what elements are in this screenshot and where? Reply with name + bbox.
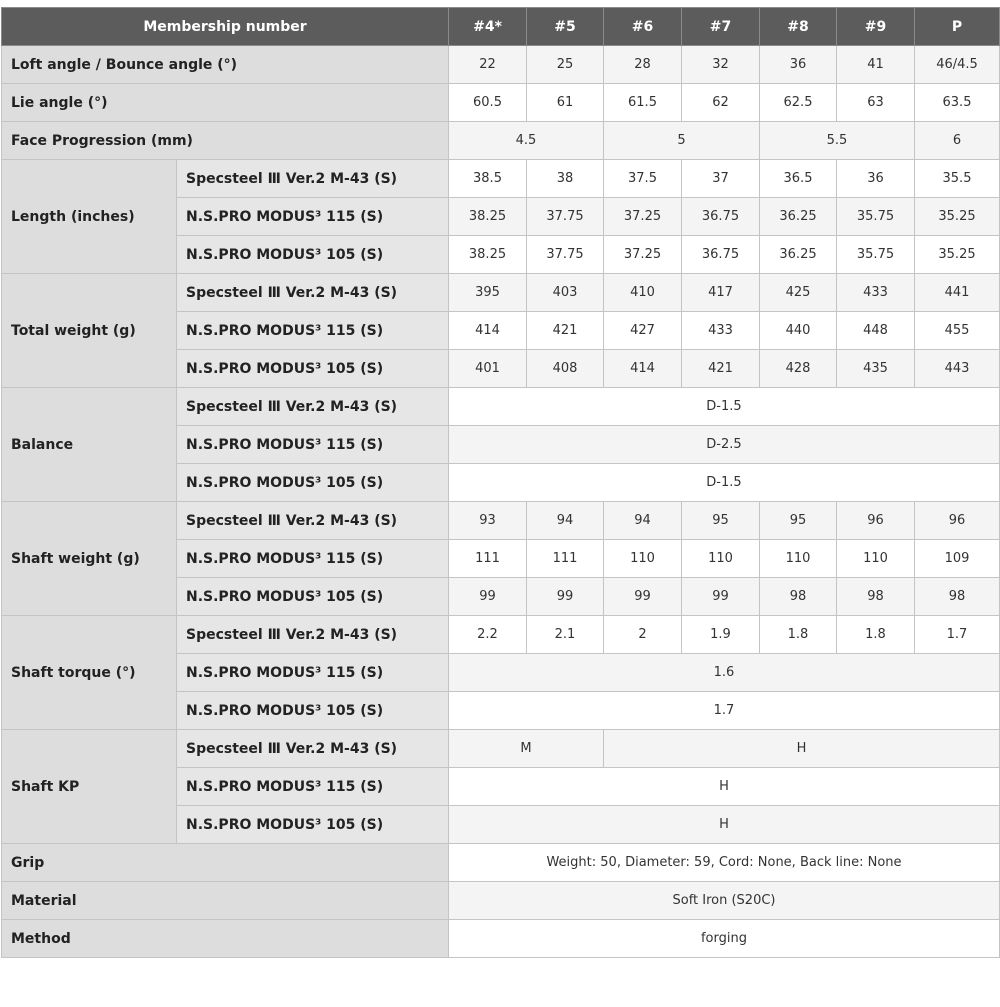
shaft-weight-label: Shaft weight (g) [2,502,177,616]
club-header: #5 [527,8,604,46]
lie-value: 62.5 [760,84,837,122]
material-label: Material [2,882,449,920]
shaft-label-m115: N.S.PRO MODUS³ 115 (S) [177,198,449,236]
torque-row-spec [2,616,1000,654]
length-value: 35.5 [915,160,1000,198]
shaft-weight-value: 110 [837,540,915,578]
header-row [2,8,1000,46]
material-value: Soft Iron (S20C) [449,882,1000,920]
shaft-label-m105: N.S.PRO MODUS³ 105 (S) [177,578,449,616]
method-value: forging [449,920,1000,958]
shaft-weight-value: 98 [837,578,915,616]
shaft-label-spec: Specsteel Ⅲ Ver.2 M-43 (S) [177,502,449,540]
lie-value: 63 [837,84,915,122]
torque-value: 2 [604,616,682,654]
shaft-label-m105: N.S.PRO MODUS³ 105 (S) [177,464,449,502]
total-weight-value: 408 [527,350,604,388]
face-label: Face Progression (mm) [2,122,449,160]
shaft-weight-value: 110 [604,540,682,578]
length-value: 35.75 [837,236,915,274]
loft-value: 28 [604,46,682,84]
balance-value: D-1.5 [449,464,1000,502]
kp-value: H [604,730,1000,768]
total-weight-value: 410 [604,274,682,312]
face-value: 5 [604,122,760,160]
loft-value: 22 [449,46,527,84]
kp-row-spec [2,730,1000,768]
loft-value: 41 [837,46,915,84]
length-value: 38.5 [449,160,527,198]
method-row [2,920,1000,958]
shaft-weight-value: 99 [527,578,604,616]
total-weight-value: 427 [604,312,682,350]
lie-label: Lie angle (°) [2,84,449,122]
shaft-weight-value: 95 [682,502,760,540]
length-value: 38 [527,160,604,198]
shaft-label-m105: N.S.PRO MODUS³ 105 (S) [177,692,449,730]
total-weight-value: 433 [837,274,915,312]
shaft-weight-value: 95 [760,502,837,540]
lie-value: 62 [682,84,760,122]
shaft-label-spec: Specsteel Ⅲ Ver.2 M-43 (S) [177,160,449,198]
shaft-weight-value: 99 [604,578,682,616]
club-header: P [915,8,1000,46]
torque-value: 1.7 [449,692,1000,730]
total-weight-value: 401 [449,350,527,388]
length-value: 35.25 [915,198,1000,236]
kp-label: Shaft KP [2,730,177,844]
loft-row [2,46,1000,84]
shaft-weight-value: 109 [915,540,1000,578]
length-value: 38.25 [449,198,527,236]
shaft-weight-value: 96 [915,502,1000,540]
total-weight-value: 421 [682,350,760,388]
shaft-label-m115: N.S.PRO MODUS³ 115 (S) [177,768,449,806]
torque-value: 2.1 [527,616,604,654]
length-value: 36.25 [760,236,837,274]
loft-value: 25 [527,46,604,84]
total-weight-row-spec [2,274,1000,312]
club-header: #8 [760,8,837,46]
shaft-label-m105: N.S.PRO MODUS³ 105 (S) [177,350,449,388]
shaft-label-spec: Specsteel Ⅲ Ver.2 M-43 (S) [177,616,449,654]
club-header: #4* [449,8,527,46]
shaft-weight-value: 111 [449,540,527,578]
lie-row [2,84,1000,122]
total-weight-value: 443 [915,350,1000,388]
grip-value: Weight: 50, Diameter: 59, Cord: None, Back line: None [449,844,1000,882]
material-row [2,882,1000,920]
shaft-label-m105: N.S.PRO MODUS³ 105 (S) [177,806,449,844]
kp-value: M [449,730,604,768]
shaft-weight-row-spec [2,502,1000,540]
face-value: 5.5 [760,122,915,160]
total-weight-value: 440 [760,312,837,350]
shaft-label-m115: N.S.PRO MODUS³ 115 (S) [177,654,449,692]
total-weight-value: 441 [915,274,1000,312]
torque-value: 1.8 [837,616,915,654]
length-value: 37.25 [604,198,682,236]
torque-value: 1.8 [760,616,837,654]
shaft-weight-value: 98 [915,578,1000,616]
club-header: #7 [682,8,760,46]
loft-label: Loft angle / Bounce angle (°) [2,46,449,84]
total-weight-value: 414 [604,350,682,388]
shaft-weight-value: 99 [449,578,527,616]
method-label: Method [2,920,449,958]
lie-value: 61.5 [604,84,682,122]
total-weight-value: 403 [527,274,604,312]
balance-value: D-2.5 [449,426,1000,464]
length-value: 35.25 [915,236,1000,274]
loft-value: 36 [760,46,837,84]
total-weight-value: 414 [449,312,527,350]
total-weight-value: 435 [837,350,915,388]
face-value: 4.5 [449,122,604,160]
length-value: 36.25 [760,198,837,236]
length-row-spec [2,160,1000,198]
loft-value: 32 [682,46,760,84]
length-value: 36.5 [760,160,837,198]
torque-value: 1.6 [449,654,1000,692]
length-value: 38.25 [449,236,527,274]
shaft-label-spec: Specsteel Ⅲ Ver.2 M-43 (S) [177,730,449,768]
grip-row [2,844,1000,882]
shaft-weight-value: 96 [837,502,915,540]
total-weight-value: 395 [449,274,527,312]
shaft-weight-value: 93 [449,502,527,540]
face-value: 6 [915,122,1000,160]
lie-value: 63.5 [915,84,1000,122]
balance-row-spec [2,388,1000,426]
torque-value: 1.7 [915,616,1000,654]
face-row [2,122,1000,160]
balance-label: Balance [2,388,177,502]
club-header: #6 [604,8,682,46]
total-weight-value: 433 [682,312,760,350]
shaft-label-m115: N.S.PRO MODUS³ 115 (S) [177,426,449,464]
shaft-label-m105: N.S.PRO MODUS³ 105 (S) [177,236,449,274]
spec-table [1,7,1000,958]
header-title: Membership number [2,8,449,46]
total-weight-value: 448 [837,312,915,350]
shaft-label-spec: Specsteel Ⅲ Ver.2 M-43 (S) [177,274,449,312]
length-value: 36 [837,160,915,198]
length-value: 36.75 [682,198,760,236]
kp-value: H [449,768,1000,806]
grip-label: Grip [2,844,449,882]
total-weight-value: 417 [682,274,760,312]
length-value: 37 [682,160,760,198]
length-label: Length (inches) [2,160,177,274]
kp-value: H [449,806,1000,844]
length-value: 37.5 [604,160,682,198]
total-weight-value: 425 [760,274,837,312]
length-value: 37.25 [604,236,682,274]
balance-value: D-1.5 [449,388,1000,426]
lie-value: 61 [527,84,604,122]
torque-label: Shaft torque (°) [2,616,177,730]
shaft-weight-value: 99 [682,578,760,616]
total-weight-value: 428 [760,350,837,388]
shaft-weight-value: 110 [682,540,760,578]
shaft-label-m115: N.S.PRO MODUS³ 115 (S) [177,312,449,350]
total-weight-value: 455 [915,312,1000,350]
lie-value: 60.5 [449,84,527,122]
torque-value: 1.9 [682,616,760,654]
shaft-weight-value: 94 [527,502,604,540]
shaft-weight-value: 98 [760,578,837,616]
length-value: 35.75 [837,198,915,236]
club-header: #9 [837,8,915,46]
torque-value: 2.2 [449,616,527,654]
shaft-weight-value: 94 [604,502,682,540]
length-value: 37.75 [527,236,604,274]
shaft-weight-value: 110 [760,540,837,578]
length-value: 36.75 [682,236,760,274]
length-value: 37.75 [527,198,604,236]
loft-value: 46/4.5 [915,46,1000,84]
shaft-label-spec: Specsteel Ⅲ Ver.2 M-43 (S) [177,388,449,426]
total-weight-value: 421 [527,312,604,350]
shaft-weight-value: 111 [527,540,604,578]
total-weight-label: Total weight (g) [2,274,177,388]
shaft-label-m115: N.S.PRO MODUS³ 115 (S) [177,540,449,578]
